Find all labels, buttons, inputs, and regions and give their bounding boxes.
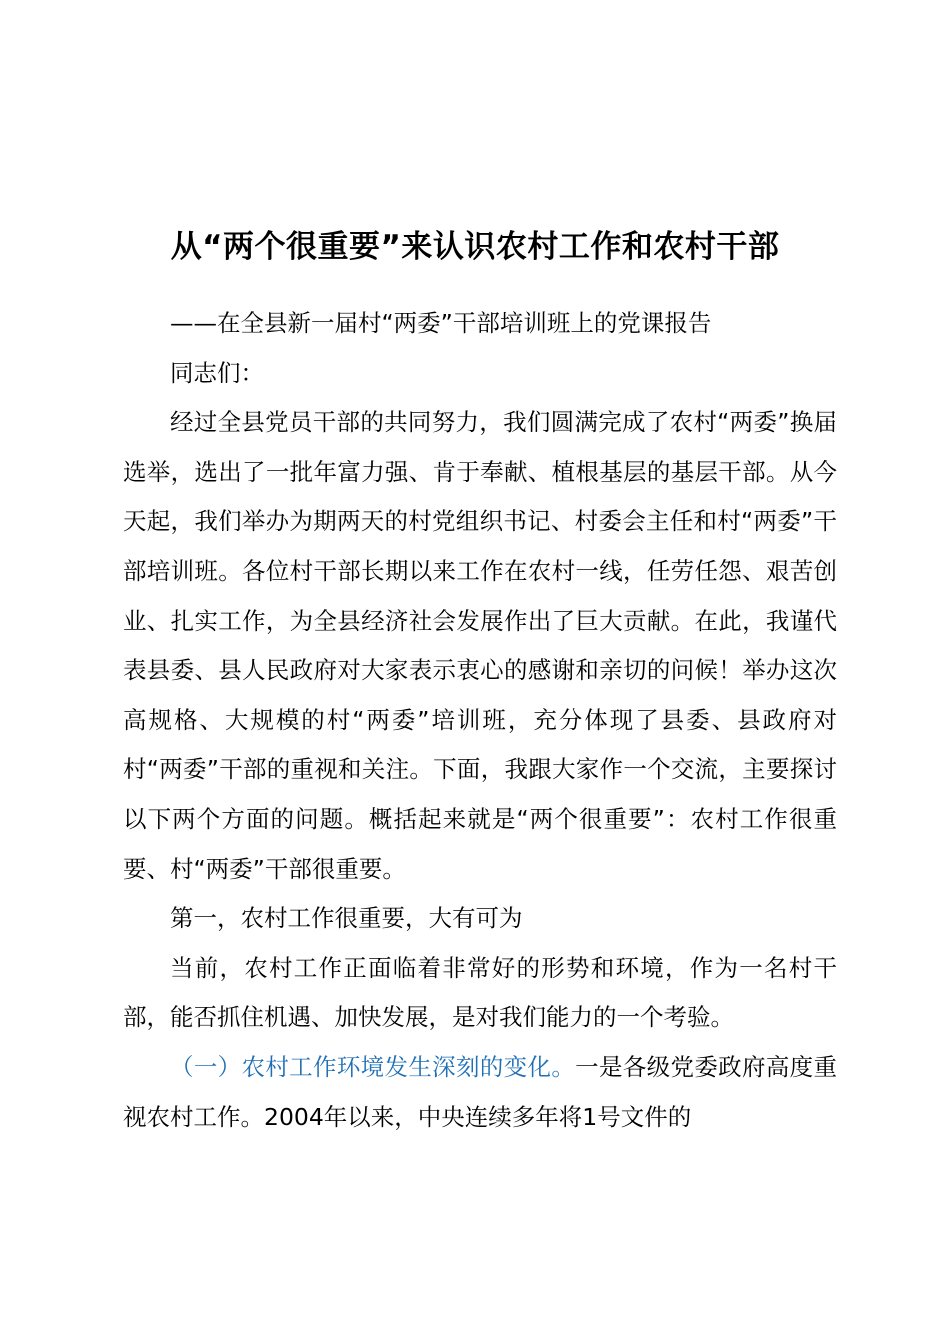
paragraph-intro: 经过全县党员干部的共同努力，我们圆满完成了农村“两委”换届选举，选出了一批年富力强、肯于奉献、植根基层的基层干部。从今天起，我们举办为期两天的村党组织书记、村委会主任和村“两委”干部培训班。各位村干部长期以来工作在农村一线，任劳任怨、艰苦创业、扎实工作，为全县经济社会发展作出了巨大贡献。在此，我谨代表县委、县人民政府对大家表示衷心的感谢和亲切的问候！举办这次高规格、大规模的村“两委”培训班，充分体现了县委、县政府对村“两委”干部的重视和关注。下面，我跟大家作一个交流，主要探讨以下两个方面的问题。概括起来就是“两个很重要”：农村工作很重要、村“两委”干部很重要。 bbox=[123, 408, 837, 883]
section-heading-1: 第一，农村工作很重要，大有可为 bbox=[170, 904, 523, 933]
paragraph-situation: 当前，农村工作正面临着非常好的形势和环境，作为一名村干部，能否抓住机遇、加快发展，是对我们能力的一个考验。 bbox=[123, 953, 837, 1032]
paragraph-subsection-1 bbox=[123, 1043, 837, 1142]
subtitle: ——在全县新一届村“两委”干部培训班上的党课报告 bbox=[170, 309, 712, 337]
subsection-heading-1: （一）农村工作环境发生深刻的变化。 bbox=[170, 1052, 576, 1081]
paragraph-subsection-1-text: 一是各级党委政府高度重视农村工作。2004年以来，中央连续多年将1号文件的 bbox=[123, 1052, 838, 1131]
document-body bbox=[123, 299, 837, 1142]
salutation: 同志们： bbox=[170, 358, 264, 387]
document-title: 从“两个很重要”来认识农村工作和农村干部 bbox=[170, 229, 780, 265]
